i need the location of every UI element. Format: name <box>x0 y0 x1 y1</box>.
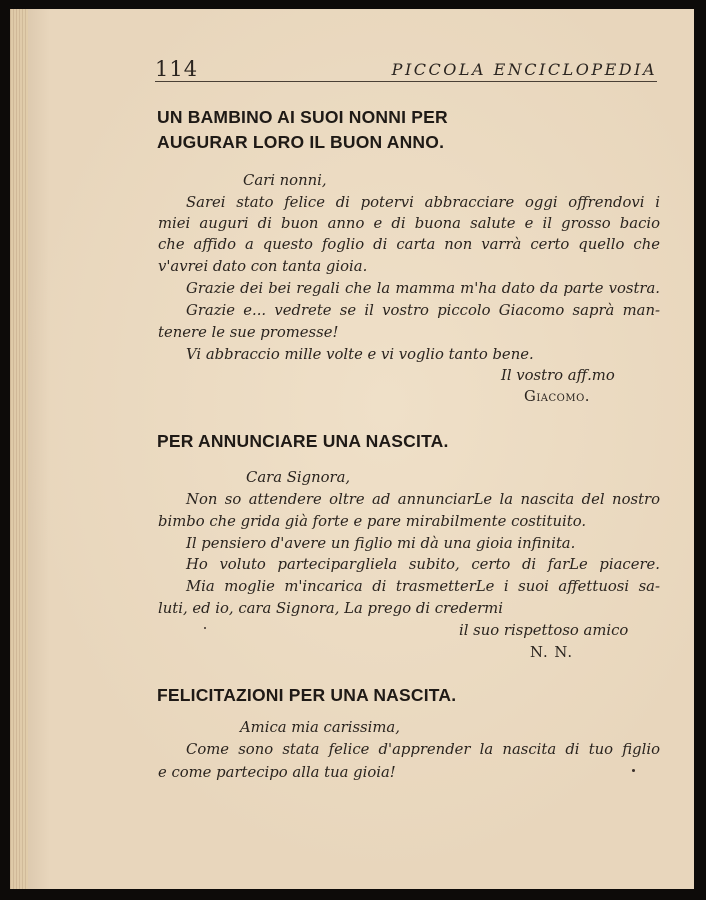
letter1-signature: Giacomo. <box>524 388 590 405</box>
letter1-closing: Il vostro aff.mo <box>501 367 615 384</box>
page-number: 114 <box>155 57 199 81</box>
running-header <box>155 57 657 82</box>
letter1-line: Vi abbraccio mille volte e vi voglio tanto bene. <box>186 346 534 363</box>
letter3-line: Come sono stata felice d'apprender la nascita di tuo figlio <box>186 741 660 758</box>
letter3-line: e come partecipo alla tua gioia! <box>158 764 396 781</box>
letter1-line: Grazie dei bei regali che la mamma m'ha dato da parte vostra. <box>186 280 660 297</box>
letter2-salutation: Cara Signora, <box>246 469 351 486</box>
paper-speck <box>204 627 206 629</box>
book-page <box>10 9 694 889</box>
letter2-line: bimbo che grida già forte e pare mirabilmente costituito. <box>158 513 587 530</box>
running-title: PICCOLA ENCICLOPEDIA <box>391 60 657 79</box>
letter1-line: che affido a questo foglio di carta non varrà certo quello che <box>158 236 660 253</box>
letter3-title: FELICITAZIONI PER UNA NASCITA. <box>157 685 457 705</box>
letter2-line: Mia moglie m'incarica di trasmetterLe i suoi affettuosi sa- <box>186 578 660 595</box>
paper-speck <box>632 769 635 772</box>
letter2-line: Ho voluto parteciparglielа subito, certo di farLe piacere. <box>186 556 660 573</box>
letter2-closing: il suo rispettoso amico <box>459 622 629 639</box>
letter2-line: luti, ed io, cara Signora, La prego di credermi <box>158 600 503 617</box>
letter1-line: Grazie e... vedrete se il vostro piccolo Giacomo saprà man- <box>186 302 660 319</box>
letter1-salutation: Cari nonni, <box>243 172 327 189</box>
letter2-line: Non so attendere oltre ad annunciarLe la nascita del nostro <box>186 491 660 508</box>
letter1-line: tenere le sue promesse! <box>158 324 339 341</box>
letter2-line: Il pensiero d'avere un figlio mi dà una gioia infinita. <box>186 535 576 552</box>
letter1-title-line2: AUGURAR LORO IL BUON ANNO. <box>157 132 445 152</box>
letter3-salutation: Amica mia carissima, <box>240 719 400 736</box>
letter1-line: miei auguri di buon anno e di buona salute e il grosso bacio <box>158 215 660 232</box>
letter2-title: PER ANNUNCIARE UNA NASCITA. <box>157 431 449 451</box>
letter1-line: v'avrei dato con tanta gioia. <box>158 258 368 275</box>
letter2-signature: N. N. <box>530 644 574 661</box>
letter1-title-line1: UN BAMBINO AI SUOI NONNI PER <box>157 107 448 127</box>
page-edges <box>10 9 28 889</box>
letter1-line: Sarei stato felice di potervi abbracciare oggi offrendovi i <box>186 194 660 211</box>
